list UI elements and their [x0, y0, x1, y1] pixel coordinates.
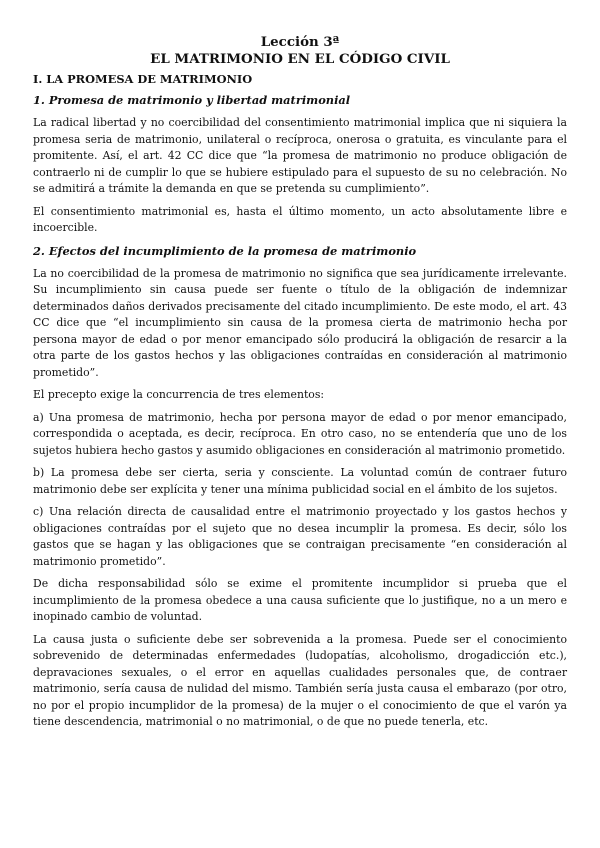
list-item-a: a) Una promesa de matrimonio, hecha por persona mayor de edad o por menor emancipado, correspondida o aceptada, es decir, recíproca. En otro caso, no se entendería que uno de los sujetos hubiera hecho gastos y asumido obligaciones en consideración al matrimonio prometido. — [33, 410, 567, 457]
list-item-b: b) La promesa debe ser cierta, seria y consciente. La voluntad común de contraer futuro matrimonio debe ser explícita y tener una mínima publicidad social en el ámbito de los sujetos. — [33, 466, 567, 496]
lesson-number: Lección 3ª — [260, 34, 340, 50]
paragraph-tres-elementos: El precepto exige la concurrencia de tres elementos: — [33, 388, 325, 401]
paragraph-libertad-radical: La radical libertad y no coercibilidad del consentimiento matrimonial implica que ni siquiera la promesa seria de matrimonio, unilateral o recíproca, onerosa o gratuita, es vinculante para el promitente. Así, el art. 42 CC dice que “la promesa de matrimonio no produce obligación de contraerlo ni de cumplir lo que se hubiere estipulado para el supuesto de su no celebración. No se admitirá a trámite la demanda en que se pretenda su cumplimiento”. — [33, 116, 567, 195]
paragraph-consentimiento-libre: El consentimiento matrimonial es, hasta el último momento, un acto absolutamente libre e incoercible. — [33, 204, 567, 234]
subsection-heading-libertad: 1. Promesa de matrimonio y libertad matrimonial — [33, 93, 351, 107]
section-heading-promesa: I. LA PROMESA DE MATRIMONIO — [33, 72, 253, 86]
paragraph-causa-justa: La causa justa o suficiente debe ser sobrevenida a la promesa. Puede ser el conocimiento sobrevenido de determinadas enfermedades (ludopatías, alcoholismo, drogadicción etc.), depravaciones sexuales, o el error en aquellas cualidades personales que, de contraer matrimonio, sería causa de nulidad del mismo. También sería justa causa el embarazo (por otro, no por el propio incumplidor de la promesa) de la mujer o el conocimiento de que el varón ya tiene descendencia, matrimonial o no matrimonial, o de que no puede tenerla, etc. — [33, 632, 567, 728]
subsection-heading-efectos: 2. Efectos del incumplimiento de la promesa de matrimonio — [33, 243, 417, 258]
paragraph-no-coercibilidad: La no coercibilidad de la promesa de matrimonio no significa que sea jurídicamente irrelevante. Su incumplimiento sin causa puede ser fuente o título de la obligación de indemnizar determinados daños derivados precisamente del citado incumplimiento. De este modo, el art. 43 CC dice que “el incumplimiento sin causa de la promesa cierta de matrimonio hecha por persona mayor de edad o por menor emancipado sólo producirá la obligación de resarcir a la otra parte de los gastos hechos y las obligaciones contraídas en consideración al matrimonio prometido”. — [33, 266, 567, 379]
document-title: EL MATRIMONIO EN EL CÓDIGO CIVIL — [150, 51, 450, 67]
paragraph-exencion-responsabilidad: De dicha responsabilidad sólo se exime el promitente incumplidor si prueba que el incumplimiento de la promesa obedece a una causa suficiente que lo justifique, no a un mero e inopinado cambio de voluntad. — [33, 577, 567, 623]
document-page — [33, 34, 567, 731]
list-item-c: c) Una relación directa de causalidad entre el matrimonio proyectado y los gastos hechos y obligaciones contraídas por el sujeto que no desea incumplir la promesa. Es decir, sólo los gastos que se hagan y las obligaciones que se contraigan precisamente “en consideración al matrimonio prometido”. — [33, 505, 567, 568]
